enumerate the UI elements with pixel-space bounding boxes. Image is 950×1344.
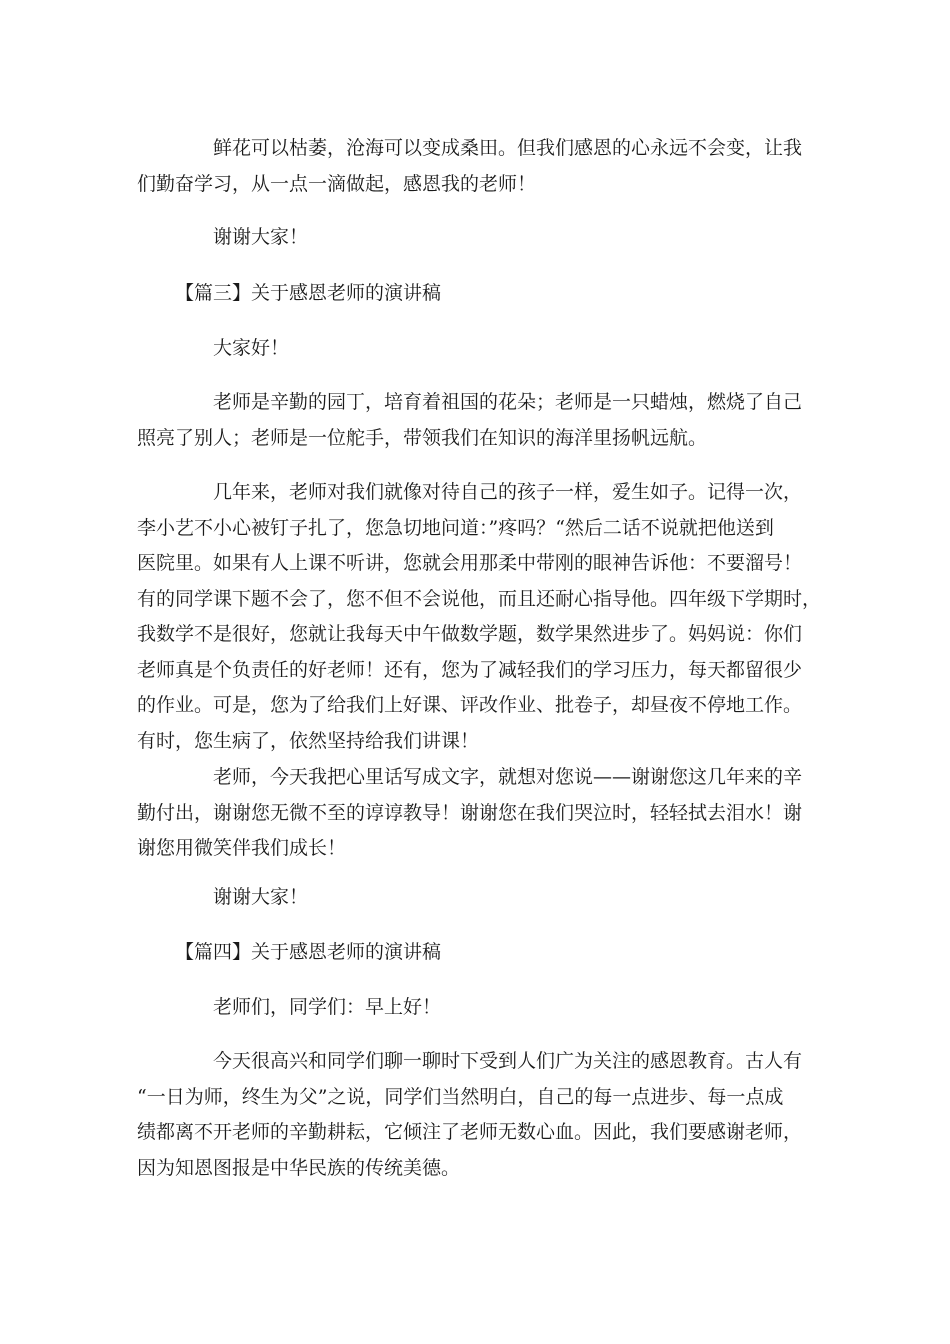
closing-paragraph [137, 131, 813, 202]
text-line: 大家好！ [213, 337, 290, 359]
heading-text: 【篇四】关于感恩老师的演讲稿 [175, 941, 442, 963]
text-line: “一日为师，终生为父”之说，同学们当然明白，自己的每一点进步、每一点成 [137, 1085, 784, 1108]
text-line: 老师真是个负责任的好老师！还有，您为了减轻我们的学习压力，每天都留很少 [137, 658, 803, 681]
gratitude-education-paragraph [137, 1044, 813, 1186]
text-line: 谢谢大家！ [213, 886, 309, 908]
text-line: 有的同学课下题不会了，您不但不会说他，而且还耐心指导他。四年级下学期时， [137, 587, 822, 610]
text-line: 今天很高兴和同学们聊一聊时下受到人们广为关注的感恩教育。古人有 [213, 1050, 803, 1072]
text-line: 们勤奋学习，从一点一滴做起，感恩我的老师！ [137, 172, 537, 195]
text-line: 老师是辛勤的园丁，培育着祖国的花朵；老师是一只蜡烛，燃烧了自己 [213, 391, 803, 413]
greeting-paragraph-2 [137, 990, 813, 1026]
heading-text: 【篇三】关于感恩老师的演讲稿 [175, 282, 442, 304]
text-line: 几年来，老师对我们就像对待自己的孩子一样，爱生如子。记得一次， [213, 481, 803, 503]
text-line: 的作业。可是，您为了给我们上好课、评改作业、批卷子，却昼夜不停地工作。 [137, 694, 803, 716]
text-line: 李小艺不小心被钉子扎了，您急切地问道：”疼吗？“然后二话不说就把他送到 [137, 516, 774, 539]
thanks-paragraph-2 [137, 880, 813, 916]
text-line: 老师们，同学们：早上好！ [213, 996, 442, 1018]
text-line: 绩都离不开老师的辛勤耕耘，它倾注了老师无数心血。因此，我们要感谢老师， [137, 1121, 803, 1143]
thanks-paragraph [137, 220, 813, 256]
text-line: 因为知恩图报是中华民族的传统美德。 [137, 1156, 461, 1179]
memories-paragraph [137, 475, 822, 759]
text-line: 鲜花可以枯萎，沧海可以变成桑田。但我们感恩的心永远不会变，让我 [213, 137, 803, 159]
section-heading-4 [137, 935, 813, 971]
greeting-paragraph [137, 331, 813, 367]
text-line: 勤付出，谢谢您无微不至的谆谆教导！谢谢您在我们哭泣时，轻轻拭去泪水！谢 [137, 801, 803, 824]
gratitude-paragraph [137, 760, 813, 867]
teacher-metaphor-paragraph [137, 385, 813, 456]
text-line: 老师，今天我把心里话写成文字，就想对您说——谢谢您这几年来的辛 [213, 766, 803, 788]
text-line: 医院里。如果有人上课不听讲，您就会用那柔中带刚的眼神告诉他：不要溜号！ [137, 552, 803, 574]
text-line: 照亮了别人；老师是一位舵手，带领我们在知识的海洋里扬帆远航。 [137, 426, 708, 449]
text-line: 我数学不是很好，您就让我每天中午做数学题，数学果然进步了。妈妈说：你们 [137, 623, 803, 645]
section-heading-3 [137, 276, 813, 312]
text-line: 有时，您生病了，依然坚持给我们讲课！ [137, 729, 480, 752]
text-line: 谢谢大家！ [213, 226, 309, 248]
text-line: 谢您用微笑伴我们成长！ [137, 837, 347, 859]
